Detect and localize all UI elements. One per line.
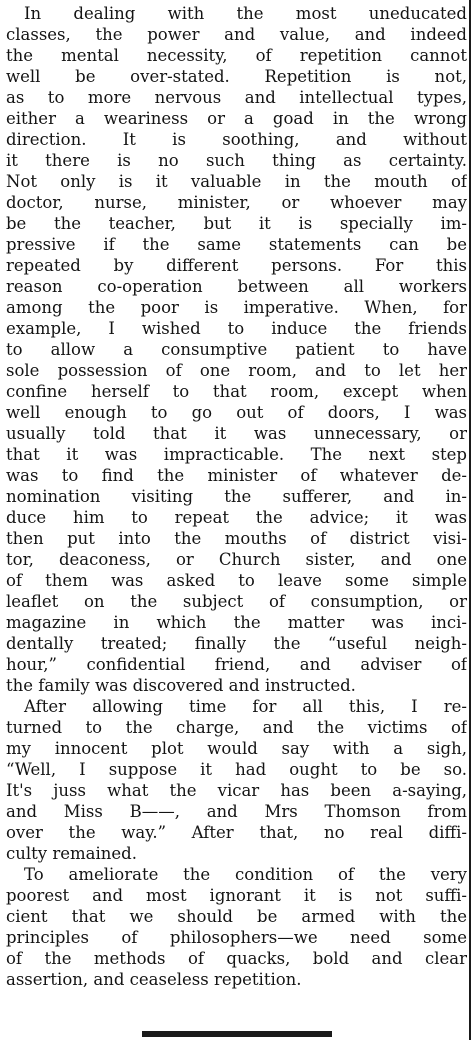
text-line: well be over-stated. Repetition is not, — [6, 67, 467, 86]
paragraph-plot — [6, 696, 467, 864]
text-line: dentally treated; finally the “useful neigh- — [6, 634, 467, 653]
text-line: “Well, I suppose it had ought to be so. — [6, 760, 467, 779]
text-line: example, I wished to induce the friends — [6, 319, 467, 338]
text-line: my innocent plot would say with a sigh, — [6, 739, 467, 758]
text-line: repeated by different persons. For this — [6, 256, 467, 275]
text-line: nomination visiting the sufferer, and in- — [6, 487, 467, 506]
text-line: among the poor is imperative. When, for — [6, 298, 467, 317]
text-line: the mental necessity, of repetition cannot — [6, 46, 467, 65]
paragraph-conclusion — [6, 864, 467, 990]
text-line: was to find the minister of whatever de- — [6, 466, 467, 485]
text-line: and Miss B——, and Mrs Thomson from — [6, 802, 467, 821]
text-line: hour,” confidential friend, and adviser of — [6, 655, 467, 674]
text-line: the family was discovered and instructed. — [6, 676, 356, 695]
text-line: duce him to repeat the advice; it was — [6, 508, 467, 527]
text-line: doctor, nurse, minister, or whoever may — [6, 193, 467, 212]
text-line: turned to the charge, and the victims of — [6, 718, 467, 737]
text-line: over the way.” After that, no real diffi- — [6, 823, 467, 842]
text-line: assertion, and ceaseless repetition. — [6, 970, 302, 989]
text-line: Not only is it valuable in the mouth of — [6, 172, 467, 191]
text-line: classes, the power and value, and indeed — [6, 25, 467, 44]
text-line: of the methods of quacks, bold and clear — [6, 949, 467, 968]
text-line: tor, deaconess, or Church sister, and one — [6, 550, 467, 569]
text-line: To ameliorate the condition of the very — [24, 865, 467, 884]
text-line: well enough to go out of doors, I was — [6, 403, 467, 422]
text-line: that it was impracticable. The next step — [6, 445, 467, 464]
text-line: reason co-operation between all workers — [6, 277, 467, 296]
text-line: pressive if the same statements can be — [6, 235, 467, 254]
text-line: either a weariness or a goad in the wrong — [6, 109, 467, 128]
text-line: then put into the mouths of district visi- — [6, 529, 467, 548]
text-line: usually told that it was unnecessary, or — [6, 424, 467, 443]
text-line: After allowing time for all this, I re- — [24, 697, 467, 716]
text-line: principles of philosophers—we need some — [6, 928, 467, 947]
text-line: It's juss what the vicar has been a-saying, — [6, 781, 467, 800]
text-line: be the teacher, but it is specially im- — [6, 214, 467, 233]
section-divider-rule — [142, 1031, 332, 1037]
text-line: magazine in which the matter was inci- — [6, 613, 467, 632]
text-line: In dealing with the most uneducated — [24, 4, 467, 23]
text-line: of them was asked to leave some simple — [6, 571, 467, 590]
text-line: as to more nervous and intellectual types, — [6, 88, 467, 107]
text-line: direction. It is soothing, and without — [6, 130, 467, 149]
text-line: sole possession of one room, and to let her — [6, 361, 467, 380]
text-line: poorest and most ignorant it is not suffi- — [6, 886, 467, 905]
text-line: confine herself to that room, except when — [6, 382, 467, 401]
text-line: cient that we should be armed with the — [6, 907, 467, 926]
text-line: it there is no such thing as certainty. — [6, 151, 467, 170]
text-line: culty remained. — [6, 844, 137, 863]
paragraph-repetition — [6, 3, 467, 696]
text-line: leaflet on the subject of consumption, or — [6, 592, 467, 611]
text-line: to allow a consumptive patient to have — [6, 340, 467, 359]
